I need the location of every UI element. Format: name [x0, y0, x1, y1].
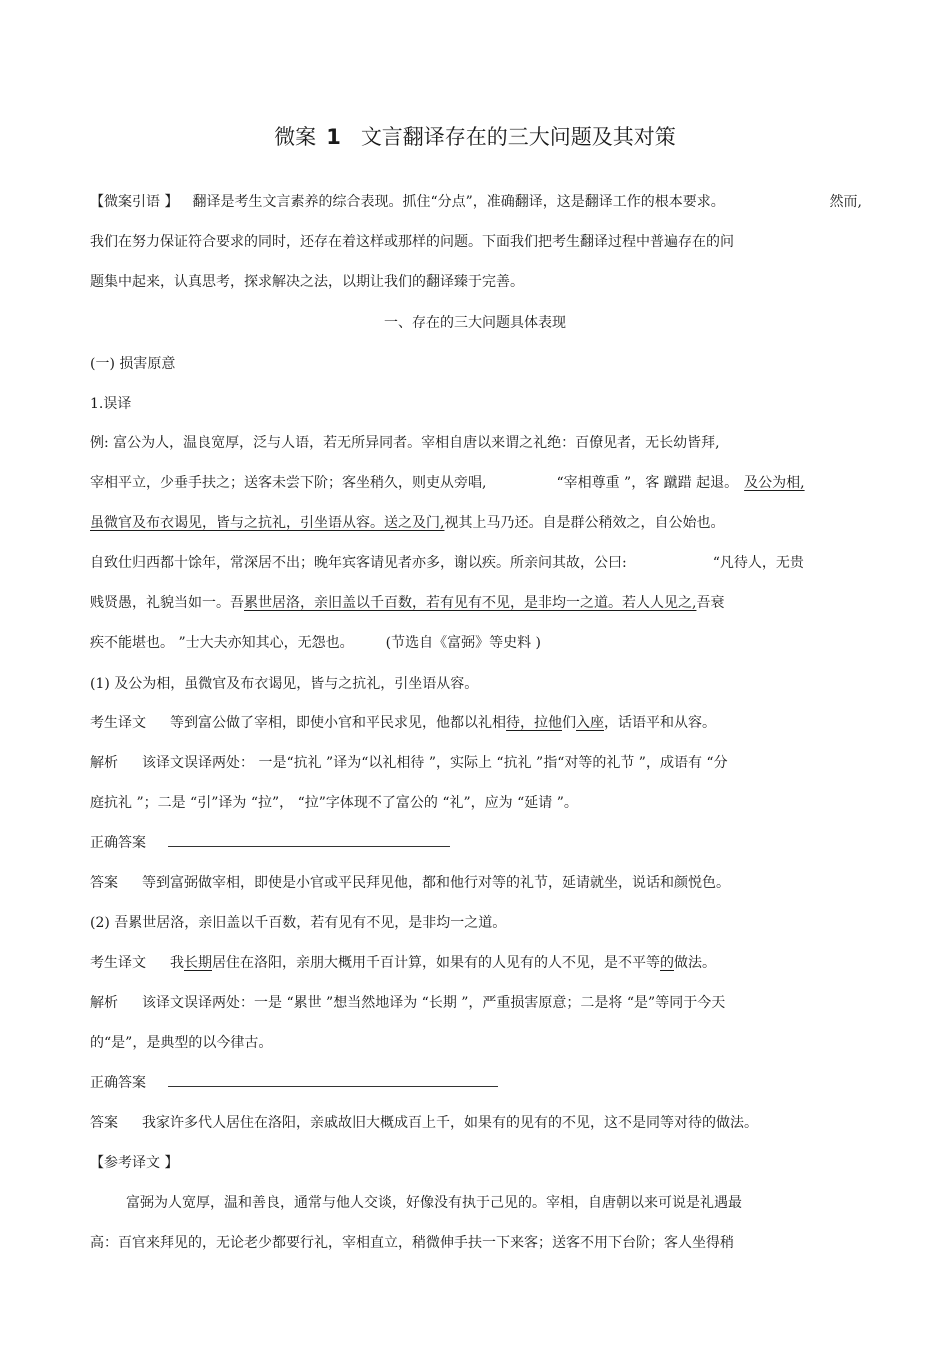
example-line-5c: 吾衰 — [696, 595, 725, 611]
reference-line-1: 富弼为人宽厚，温和善良，通常与他人交谈，好像没有执于己见的。宰相，自唐朝以来可说是礼遇最 — [126, 1195, 742, 1211]
q2-answer-row — [90, 1114, 758, 1132]
item-heading: 1.误译 — [90, 396, 132, 412]
reference-tag: 【参考译文 】 — [90, 1155, 179, 1171]
q1-correct-answer-row — [90, 834, 450, 852]
example-line-5a: 贱贤愚，礼貌当如一。吾 — [90, 595, 244, 611]
q1-analysis-line-1 — [90, 754, 728, 772]
q1-analysis-label: 解析 — [90, 755, 118, 771]
q1-student-text-e: ，话语平和从容。 — [604, 715, 716, 731]
q1-student-text-b-underlined: 待，拉他 — [506, 715, 562, 731]
example-line-2a: 宰相平立，少垂手扶之；送客未尝下阶；客坐稍久，则吏从旁唱, — [90, 475, 487, 491]
example-line-2c-underlined: 及公为相, — [744, 475, 805, 491]
example-source: (节选自《富弼》等史料 ) — [385, 635, 541, 651]
q1-student-label: 考生译文 — [90, 715, 146, 731]
example-line-4a: 自致仕归西都十馀年，常深居不出；晚年宾客请见者亦多，谢以疾。所亲问其故，公曰: — [90, 555, 627, 571]
q2-student-text-a: 我 — [170, 955, 184, 971]
q2-analysis-text-1: 该译文误译两处：一是 “累世 ”想当然地译为 “长期 ”，严重损害原意；二是将 “是”等同于今天 — [142, 995, 726, 1011]
example-line-4b: “凡待人，无贵 — [712, 555, 804, 571]
q2-student-label: 考生译文 — [90, 955, 146, 971]
example-line-6 — [90, 634, 541, 652]
q2-analysis-line-2: 的“是”，是典型的以今律古。 — [90, 1035, 273, 1051]
q1-student-translation — [90, 714, 716, 732]
example-line-3 — [90, 514, 724, 532]
q1-answer-blank[interactable] — [168, 834, 450, 847]
example-line-3b: 视其上马乃还。自是群公稍效之，自公始也。 — [444, 515, 725, 531]
q2-analysis-label: 解析 — [90, 995, 118, 1011]
title-text: 文言翻译存在的三大问题及其对策 — [360, 125, 676, 149]
title-prefix: 微案 — [274, 125, 317, 149]
q1-answer-text: 等到富弼做宰相，即使是小官或平民拜见他，都和他行对等的礼节，延请就坐，说话和颜悦色。 — [142, 875, 730, 891]
section-heading: 一、存在的三大问题具体表现 — [384, 315, 566, 331]
reference-line-2: 高：百官来拜见的，无论老少都要行礼，宰相直立，稍微伸手扶一下来客；送客不用下台阶；客人坐得稍 — [90, 1235, 734, 1251]
q1-student-text-c: 们 — [562, 715, 576, 731]
example-line-5 — [90, 594, 724, 612]
intro-line-1-end: 然而, — [829, 194, 862, 210]
q2-student-text-b-underlined: 长期 — [184, 955, 212, 971]
intro-tag: 【微案引语 】 — [90, 194, 179, 210]
example-line-3a-underlined: 虽微官及布衣谒见，皆与之抗礼，引坐语从容。送之及门, — [90, 515, 445, 531]
q2-answer-label: 答案 — [90, 1115, 118, 1131]
intro-line-2: 我们在努力保证符合要求的同时，还存在着这样或那样的问题。下面我们把考生翻译过程中普遍存在的问 — [90, 234, 734, 250]
q2-sentence: (2) 吾累世居洛，亲旧盖以千百数，若有见有不见，是非均一之道。 — [90, 915, 507, 931]
example-line-6a: 疾不能堪也。 ”士大夫亦知其心，无怨也。 — [90, 635, 354, 651]
document-title — [0, 122, 950, 152]
q1-student-text-d-underlined: 入座 — [576, 715, 604, 731]
intro-line-1 — [90, 193, 725, 211]
q2-student-translation — [90, 954, 716, 972]
example-line-1: 例: 富公为人，温良宽厚，泛与人语，若无所异同者。宰相自唐以来谓之礼绝：百僚见者，无长幼皆拜, — [90, 435, 720, 451]
title-number: 1 — [326, 125, 341, 149]
subsection-heading: (一) 损害原意 — [90, 356, 176, 372]
q2-student-text-c: 居住在洛阳，亲朋大概用千百计算，如果有的人见有的人不见，是不平等 — [212, 955, 660, 971]
q1-answer-row — [90, 874, 730, 892]
example-line-4 — [90, 554, 804, 572]
q2-answer-blank[interactable] — [168, 1074, 498, 1087]
q2-answer-text: 我家许多代人居住在洛阳，亲戚故旧大概成百上千，如果有的见有的不见，这不是同等对待的做法。 — [142, 1115, 758, 1131]
example-line-2b: “宰相尊重 ”，客 蹴踖 起退。 — [556, 475, 739, 491]
intro-line-3: 题集中起来，认真思考，探求解决之法，以期让我们的翻译臻于完善。 — [90, 274, 524, 290]
q1-correct-label: 正确答案 — [90, 835, 146, 851]
q2-analysis-line-1 — [90, 994, 725, 1012]
example-line-2 — [90, 474, 821, 492]
q1-analysis-line-2: 庭抗礼 ”；二是 “引”译为 “拉”， “拉”字体现不了富公的 “礼”，应为 “延请 ”。 — [90, 795, 578, 811]
q1-analysis-text-1: 该译文误译两处： 一是“抗礼 ”译为“以礼相待 ”，实际上 “抗礼 ”指“对等的礼节 ”，成语有 “分 — [142, 755, 728, 771]
example-line-5b-underlined: 累世居洛，亲旧盖以千百数，若有见有不见，是非均一之道。若人人见之, — [244, 595, 697, 611]
q2-student-text-e: 做法。 — [674, 955, 716, 971]
q1-student-text-a: 等到富公做了宰相，即使小官和平民求见，他都以礼相 — [170, 715, 506, 731]
q2-correct-answer-row — [90, 1074, 498, 1092]
q1-sentence: (1) 及公为相，虽微官及布衣谒见，皆与之抗礼，引坐语从容。 — [90, 676, 479, 692]
q2-student-text-d-underlined: 的 — [660, 955, 674, 971]
intro-text-1: 翻译是考生文言素养的综合表现。抓住“分点”，准确翻译，这是翻译工作的根本要求。 — [192, 194, 725, 210]
q2-correct-label: 正确答案 — [90, 1075, 146, 1091]
q1-answer-label: 答案 — [90, 875, 118, 891]
